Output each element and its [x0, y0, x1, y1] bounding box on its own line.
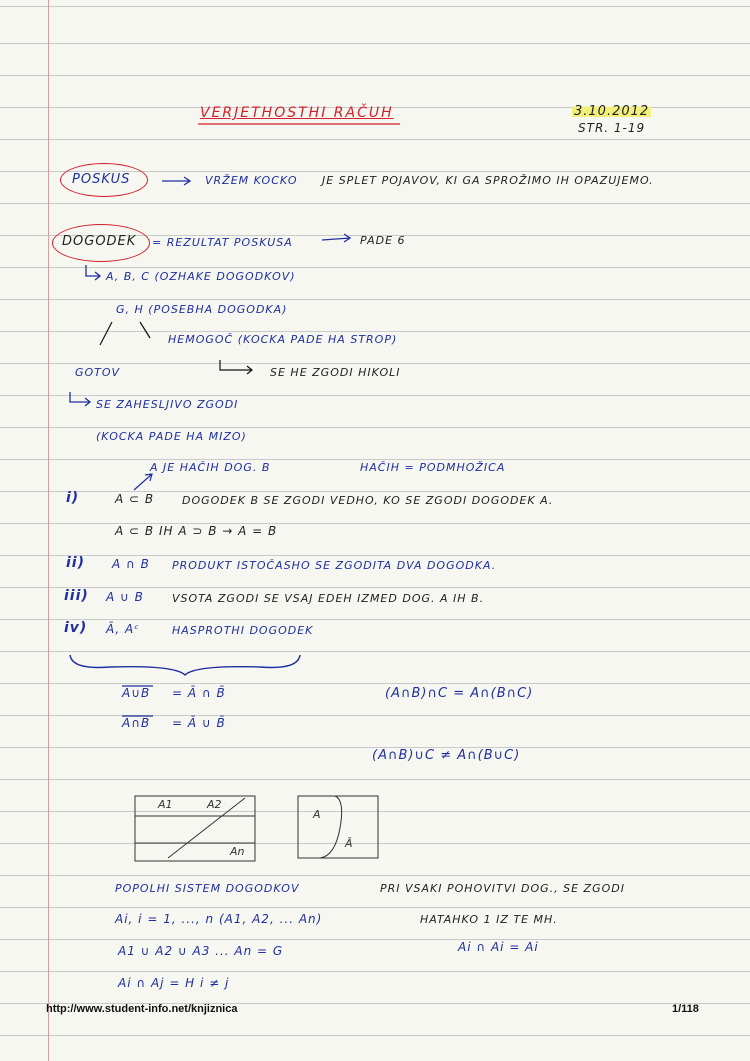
- item-i-second: A ⊂ B IH A ⊃ B → A = B: [115, 524, 278, 538]
- item-iv-text: HASPROTHI DOGODEK: [172, 624, 314, 637]
- demorgan-1-rhs: = Ā ∩ B̄: [172, 686, 226, 700]
- item-ii-text: PRODUKT ISTOČASHO SE ZGODITA DVA DOGODKA.: [172, 559, 497, 572]
- poskus-example: VRŽEM KOCKO: [205, 174, 298, 187]
- complete-system: POPOLHI SISTEM DOGODKOV: [115, 882, 300, 895]
- item-iii-number: iii): [64, 588, 89, 604]
- item-ii-number: ii): [66, 555, 85, 571]
- item-ii-expression: A ∩ B: [112, 557, 150, 571]
- box-label-an: An: [230, 845, 245, 858]
- item-i-expression: A ⊂ B: [115, 492, 155, 506]
- box-label-a: A: [313, 808, 321, 821]
- associativity: (A∩B)∩C = A∩(B∩C): [385, 686, 534, 701]
- box-label-a2: A2: [207, 798, 222, 811]
- certain-event: GOTOV: [75, 366, 121, 379]
- ai-intersect-aj: Ai ∩ Aj = H i ≠ j: [118, 976, 230, 990]
- surely-happens: SE ZAHESLJIVO ZGODI: [96, 398, 239, 411]
- ai-intersect-ai: Ai ∩ Ai = Ai: [458, 940, 539, 954]
- dogodek-definition: = REZULTAT POSKUSA: [152, 236, 293, 249]
- date-label: 3.10.2012: [574, 104, 650, 119]
- demorgan-2-rhs: = Ā ∪ B̄: [172, 716, 226, 730]
- arrow-dogodek: [322, 234, 350, 242]
- page-reference: STR. 1-19: [578, 121, 646, 135]
- curly-brace: [70, 655, 300, 675]
- arrow-subset: [134, 474, 152, 490]
- demorgan-1-lhs: A∪B: [122, 686, 151, 700]
- demorgan-2-lhs: A∩B: [122, 716, 151, 730]
- item-iii-text: VSOTA ZGODI SE VSAJ EDEH IZMED DOG. A IH B.: [172, 592, 485, 605]
- item-i-number: i): [66, 490, 80, 506]
- item-i-text: DOGODEK B SE ZGODI VEDHO, KO SE ZGODI DOGODEK A.: [182, 494, 554, 507]
- page-title: VERJETHOSTHI RAČUH: [200, 105, 394, 121]
- impossible-event: HEMOGOČ (KOCKA PADE HA STROP): [168, 333, 398, 346]
- arrow-certain: [70, 392, 90, 406]
- event-labels: A, B, C (OZHAKE DOGODKOV): [106, 270, 296, 283]
- margin-line: [48, 0, 49, 1061]
- item-iv-expression: Ā, Aᶜ: [106, 622, 140, 636]
- arrow-poskus: [162, 177, 190, 185]
- box-label-abar: Ā: [345, 837, 353, 850]
- distributivity-inequality: (A∩B)∪C ≠ A∩(B∪C): [372, 748, 521, 763]
- box-label-a1: A1: [158, 798, 173, 811]
- dogodek-term: DOGODEK: [62, 234, 137, 249]
- poskus-definition: JE SPLET POJAVOV, KI GA SPROŽIMO IH OPAZUJEMO.: [322, 174, 654, 187]
- item-iii-expression: A ∪ B: [106, 590, 144, 604]
- complement-diagram: [298, 796, 378, 858]
- complete-system-rule: PRI VSAKI POHOVITVI DOG., SE ZGODI: [380, 882, 625, 895]
- certain-example: (KOCKA PADE HA MIZO): [96, 430, 247, 443]
- footer-page-number: 1/118: [672, 1003, 699, 1015]
- dogodek-example: PADE 6: [360, 234, 406, 247]
- item-iv-number: iv): [64, 620, 88, 636]
- arrow-labels: [86, 265, 100, 280]
- poskus-term: POSKUS: [72, 172, 131, 187]
- union-equation: A1 ∪ A2 ∪ A3 ... An = G: [118, 944, 284, 958]
- never-happens: SE HE ZGODI HIKOLI: [270, 366, 401, 379]
- special-events: G, H (POSEBHA DOGODKA): [116, 303, 288, 316]
- arrow-branch: [100, 322, 150, 345]
- subset-equation: HAČIH = PODMHOŽICA: [360, 461, 506, 474]
- subset-note: A JE HAČIH DOG. B: [150, 461, 271, 474]
- arrow-never: [220, 360, 252, 374]
- ai-definition: Ai, i = 1, ..., n (A1, A2, ... An): [115, 912, 323, 926]
- footer-url[interactable]: http://www.student-info.net/knjiznica: [46, 1003, 238, 1015]
- exactly-one: HATAHKO 1 IZ TE MH.: [420, 913, 558, 926]
